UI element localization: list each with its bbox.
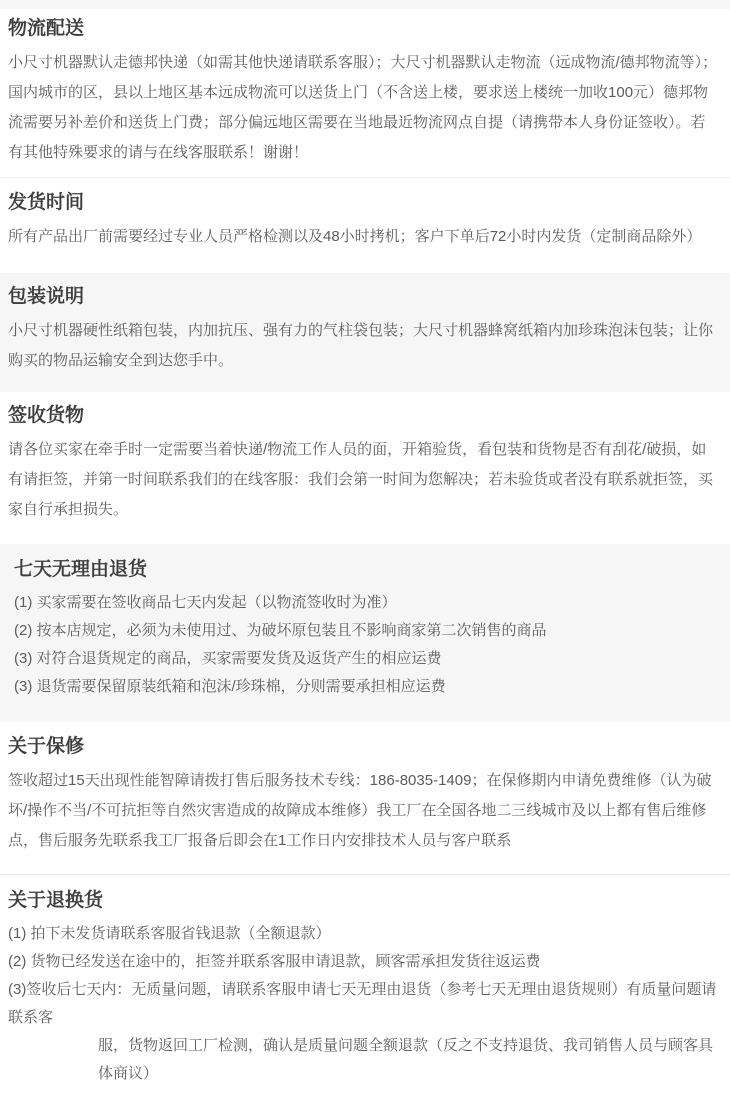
seven-day-return-rule-2: (2) 按本店规定，必须为未使用过、为破坏原包装且不影响商家第二次销售的商品	[14, 622, 547, 639]
section-packaging	[0, 273, 730, 392]
seven-day-return-rule-3: (3) 对符合退货规定的商品，买家需要发货及返货产生的相应运费	[14, 650, 442, 667]
section-return-exchange	[0, 875, 730, 1108]
section-body-shipping: 小尺寸机器默认走德邦快递（如需其他快递请联系客服）；大尺寸机器默认走物流（远成物流/德邦物流等）；国内城市的区，县以上地区基本远成物流可以送货上门（不含送上楼，要求送上楼统一加收100元）德邦物流需要另补差价和送货上门费；部分偏远地区需要在当地最近物流网点自提（请携带本人身份证签收）。若有其他特殊要求的请与在线客服联系！谢谢！	[8, 54, 718, 161]
section-body-warranty: 签收超过15天出现性能智障请拨打售后服务技术专线：186-8035-1409；在保修期内申请免费维修（认为破坏/操作不当/不可抗拒等自然灾害造成的故障成本维修）我工厂在全国各地二三线城市及以上都有售后维修点，售后服务先联系我工厂报备后即会在1工作日内安排技术人员与客户联系	[8, 772, 712, 849]
section-title-packaging: 包装说明	[8, 286, 85, 307]
section-title-dispatch-time: 发货时间	[8, 192, 85, 213]
return-exchange-rule-1: (1) 拍下未发货请联系客服省钱退款（全额退款）	[8, 925, 331, 942]
section-title-warranty: 关于保修	[8, 736, 85, 757]
section-title-shipping: 物流配送	[8, 18, 85, 39]
section-shipping	[0, 9, 730, 178]
section-body-receiving: 请各位买家在牵手时一定需要当着快递/物流工作人员的面，开箱验货，看包装和货物是否有刮花/破损，如有请拒签，并第一时间联系我们的在线客服：我们会第一时间为您解决；若未验货或者没有联系就拒签，买家自行承担损失。	[8, 441, 714, 518]
seven-day-return-rule-4: (3) 退货需要保留原装纸箱和泡沫/珍珠棉，分则需要承担相应运费	[14, 678, 446, 695]
return-exchange-rule-3: (3)签收后七天内：无质量问题，请联系客服申请七天无理由退货（参考七天无理由退货规则）有质量问题请联系客	[8, 981, 717, 1026]
section-title-return-exchange: 关于退换货	[8, 890, 104, 911]
section-warranty	[0, 722, 730, 875]
section-body-packaging: 小尺寸机器硬性纸箱包装，内加抗压、强有力的气柱袋包装；大尺寸机器蜂窝纸箱内加珍珠泡沫包装；让你购买的物品运输安全到达您手中。	[8, 322, 714, 369]
section-dispatch-time	[0, 178, 730, 273]
return-exchange-rule-2: (2) 货物已经发送在途中的，拒签并联系客服申请退款，顾客需承担发货往返运费	[8, 953, 541, 970]
previous-section-gray-strip	[0, 0, 730, 9]
section-seven-day-return	[0, 544, 730, 722]
section-body-dispatch-time: 所有产品出厂前需要经过专业人员严格检测以及48小时拷机；客户下单后72小时内发货（定制商品除外）	[8, 228, 702, 245]
section-receiving	[0, 392, 730, 544]
return-exchange-rule-3-continuation: 服，货物返回工厂检测，确认是质量问题全额退款（反之不支持退货、我司销售人员与顾客具体商议）	[98, 1037, 714, 1082]
seven-day-return-rule-1: (1) 买家需要在签收商品七天内发起（以物流签收时为准）	[14, 594, 397, 611]
section-title-seven-day-return: 七天无理由退货	[14, 559, 148, 580]
section-title-receiving: 签收货物	[8, 405, 85, 426]
